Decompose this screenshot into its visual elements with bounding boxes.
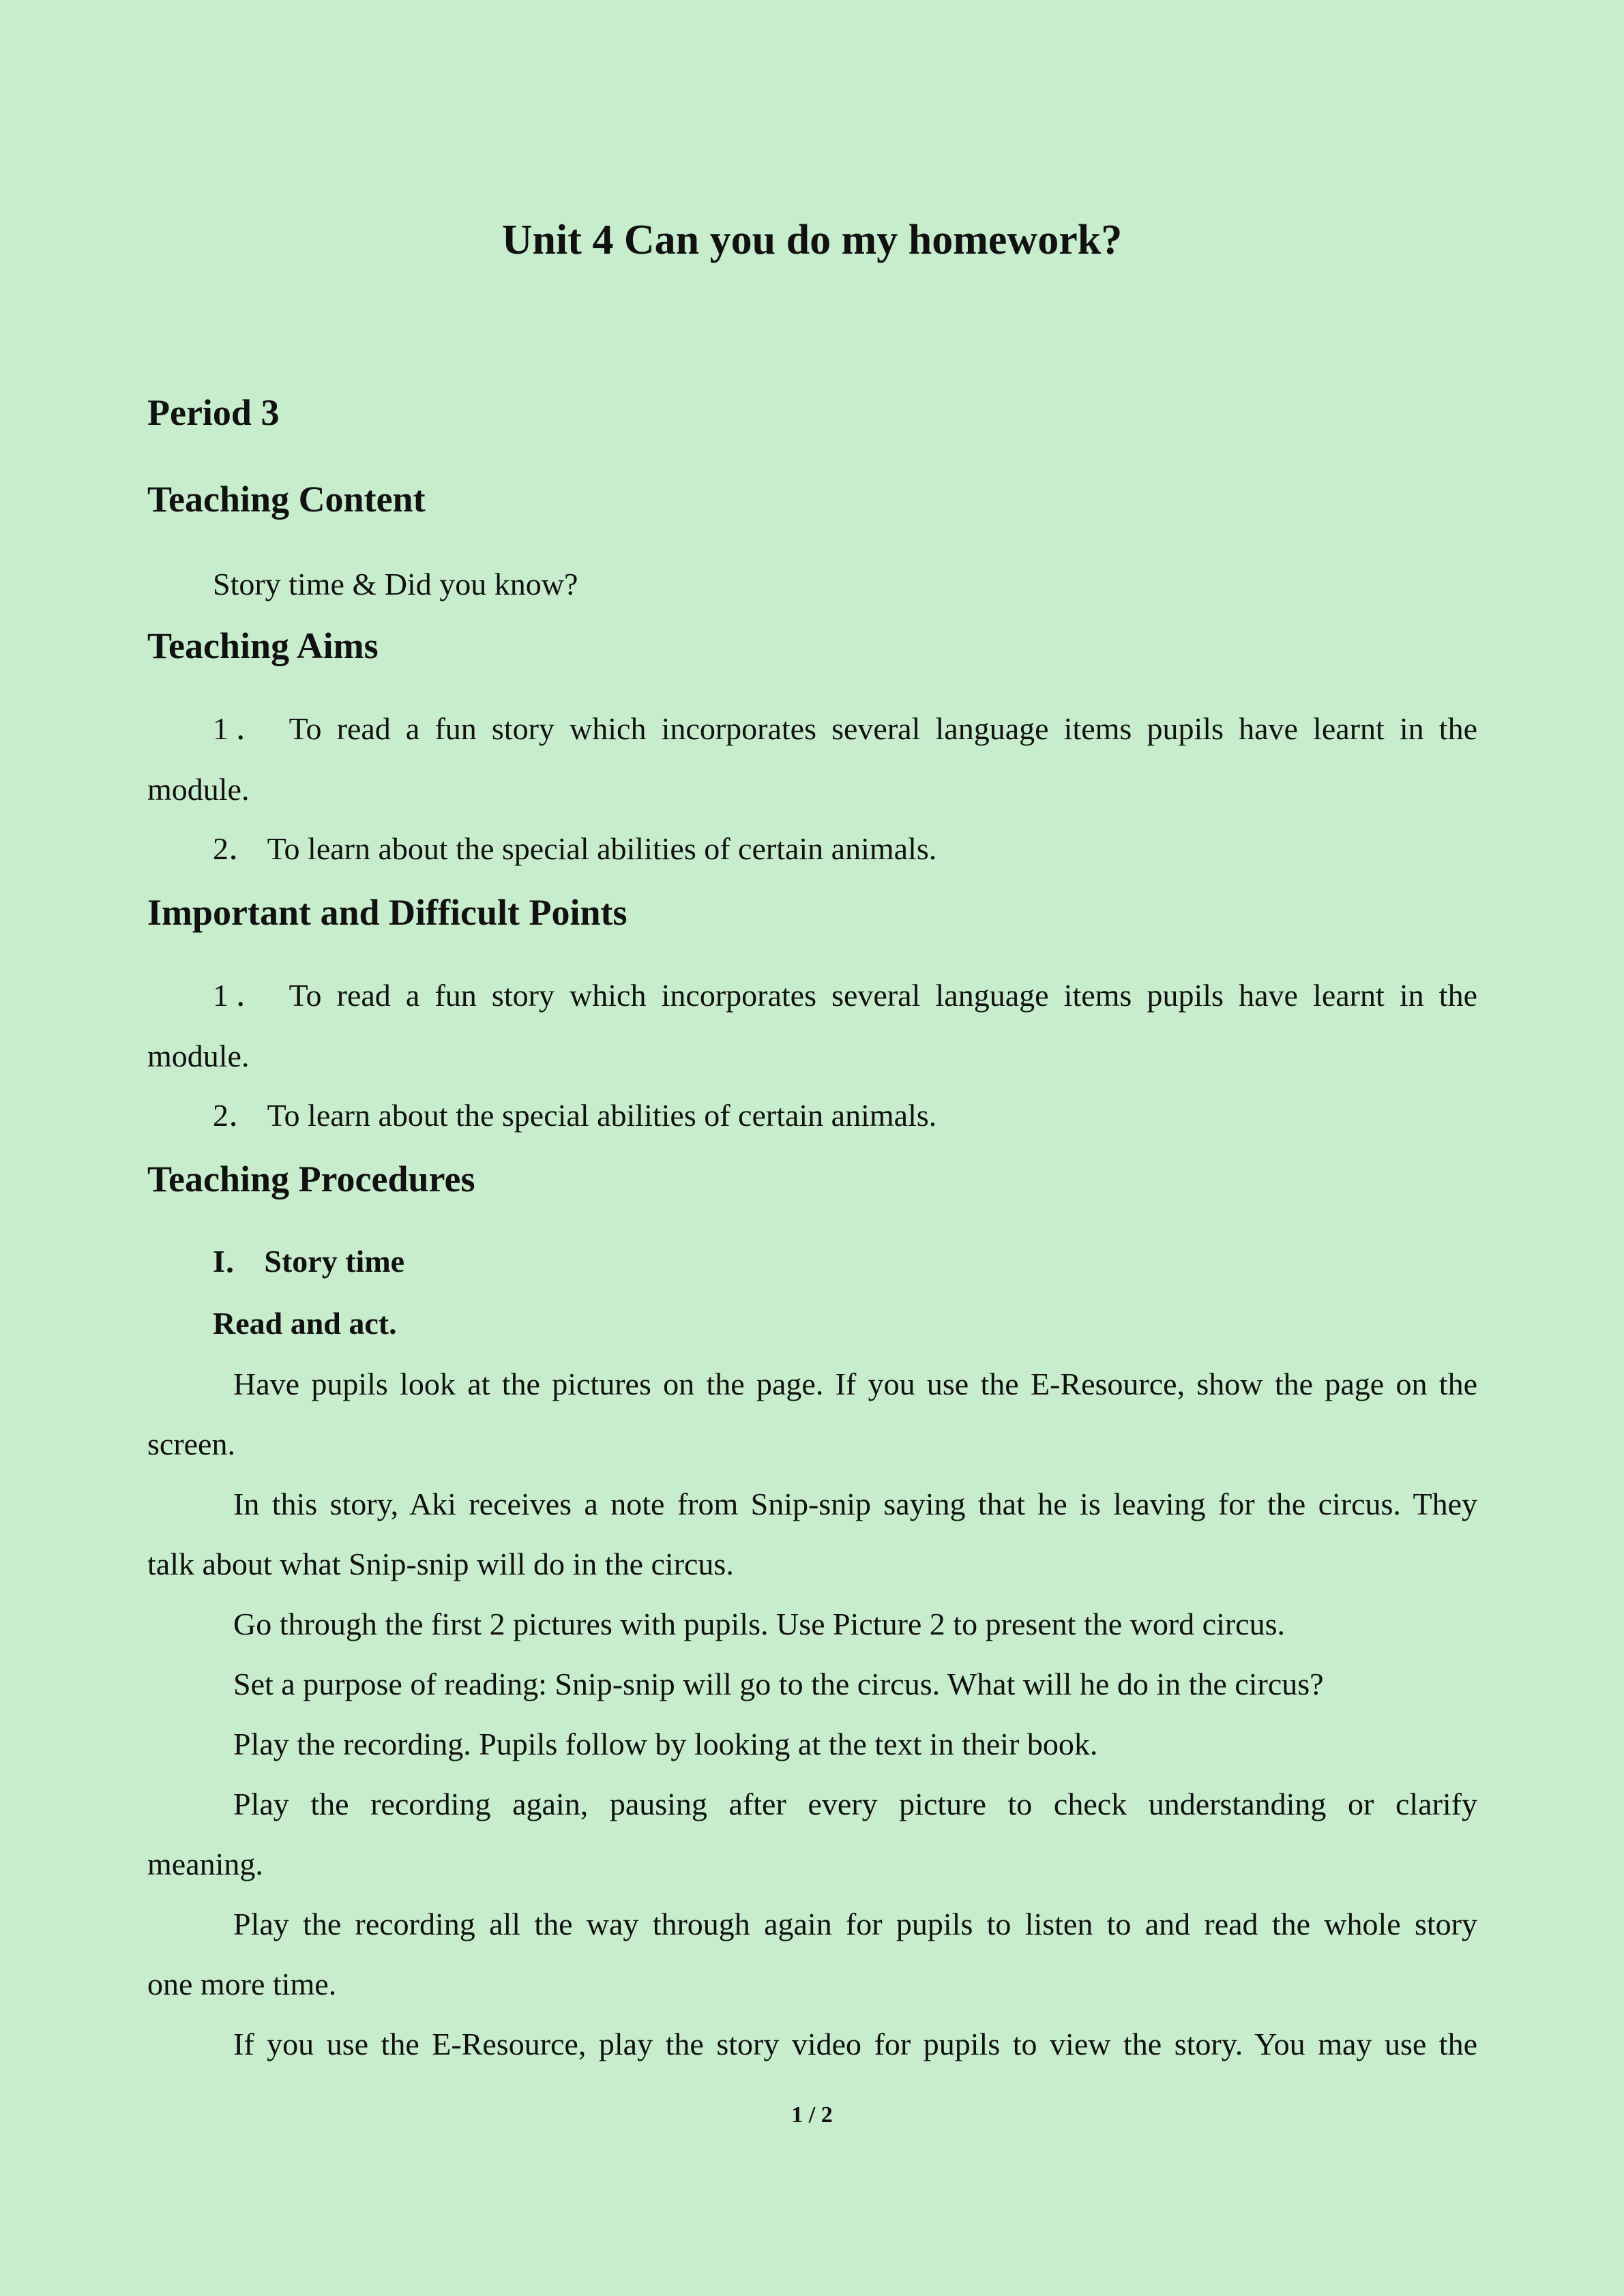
procedure-bullet-2	[213, 1484, 1477, 1525]
points-item-1-number: 1．	[213, 978, 275, 1013]
aims-item-1	[213, 709, 1477, 749]
aims-item-2: 2． To learn about the special abilities of certain animals.	[213, 831, 937, 866]
teaching-procedures-heading: Teaching Procedures	[147, 1159, 475, 1199]
bullet-8-text: If you use the E-Resource, play the story video for pupils to view the story. You may use the	[233, 2027, 1477, 2061]
procedure-bullet-6-cont: meaning.	[147, 1847, 263, 1881]
section-story-time: I． Story time	[213, 1244, 405, 1279]
points-item-2: 2． To learn about the special abilities of certain animals.	[213, 1098, 937, 1133]
read-and-act-subheading: Read and act.	[213, 1306, 397, 1341]
procedure-bullet-7-cont: one more time.	[147, 1967, 337, 2001]
bullet-3-text: Go through the first 2 pictures with pupils. Use Picture 2 to present the word circus.	[233, 1607, 1285, 1641]
teaching-aims-heading: Teaching Aims	[147, 625, 379, 666]
document-title: Unit 4 Can you do my homework?	[501, 217, 1123, 263]
aims-item-1-number: 1．	[213, 711, 275, 746]
procedure-bullet-4	[213, 1664, 1477, 1705]
page-number: 1 / 2	[791, 2102, 833, 2128]
bullet-1-text: Have pupils look at the pictures on the page. If you use the E-Resource, show the page on the	[233, 1367, 1477, 1401]
aims-item-1-cont: module.	[147, 772, 250, 807]
procedure-bullet-7	[213, 1904, 1477, 1945]
bullet-2-text: In this story, Aki receives a note from Snip-snip saying that he is leaving for the circus. They	[233, 1487, 1477, 1521]
teaching-content-text: Story time & Did you know?	[213, 567, 578, 601]
bullet-6-text: Play the recording again, pausing after every picture to check understanding or clarify	[233, 1787, 1477, 1821]
points-item-1	[213, 975, 1477, 1016]
procedure-bullet-5	[213, 1724, 1477, 1765]
period-heading: Period 3	[147, 392, 280, 433]
important-points-heading: Important and Difficult Points	[147, 892, 628, 933]
procedure-bullet-2-cont: talk about what Snip-snip will do in the circus.	[147, 1547, 734, 1581]
points-item-1-text: To read a fun story which incorporates several language items pupils have learnt in the	[289, 978, 1478, 1013]
procedure-bullet-1-cont: screen.	[147, 1427, 235, 1461]
bullet-7-text: Play the recording all the way through again for pupils to listen to and read the whole story	[233, 1907, 1477, 1941]
procedure-bullet-3	[213, 1604, 1477, 1645]
aims-item-1-text: To read a fun story which incorporates several language items pupils have learnt in the	[289, 711, 1478, 746]
bullet-5-text: Play the recording. Pupils follow by looking at the text in their book.	[233, 1727, 1098, 1761]
bullet-4-text: Set a purpose of reading: Snip-snip will go to the circus. What will he do in the circus?	[233, 1667, 1324, 1701]
procedure-bullet-6	[213, 1784, 1477, 1825]
points-item-1-cont: module.	[147, 1039, 250, 1073]
procedure-bullet-1	[213, 1364, 1477, 1405]
procedure-bullet-8	[213, 2024, 1477, 2065]
teaching-content-heading: Teaching Content	[147, 479, 426, 520]
